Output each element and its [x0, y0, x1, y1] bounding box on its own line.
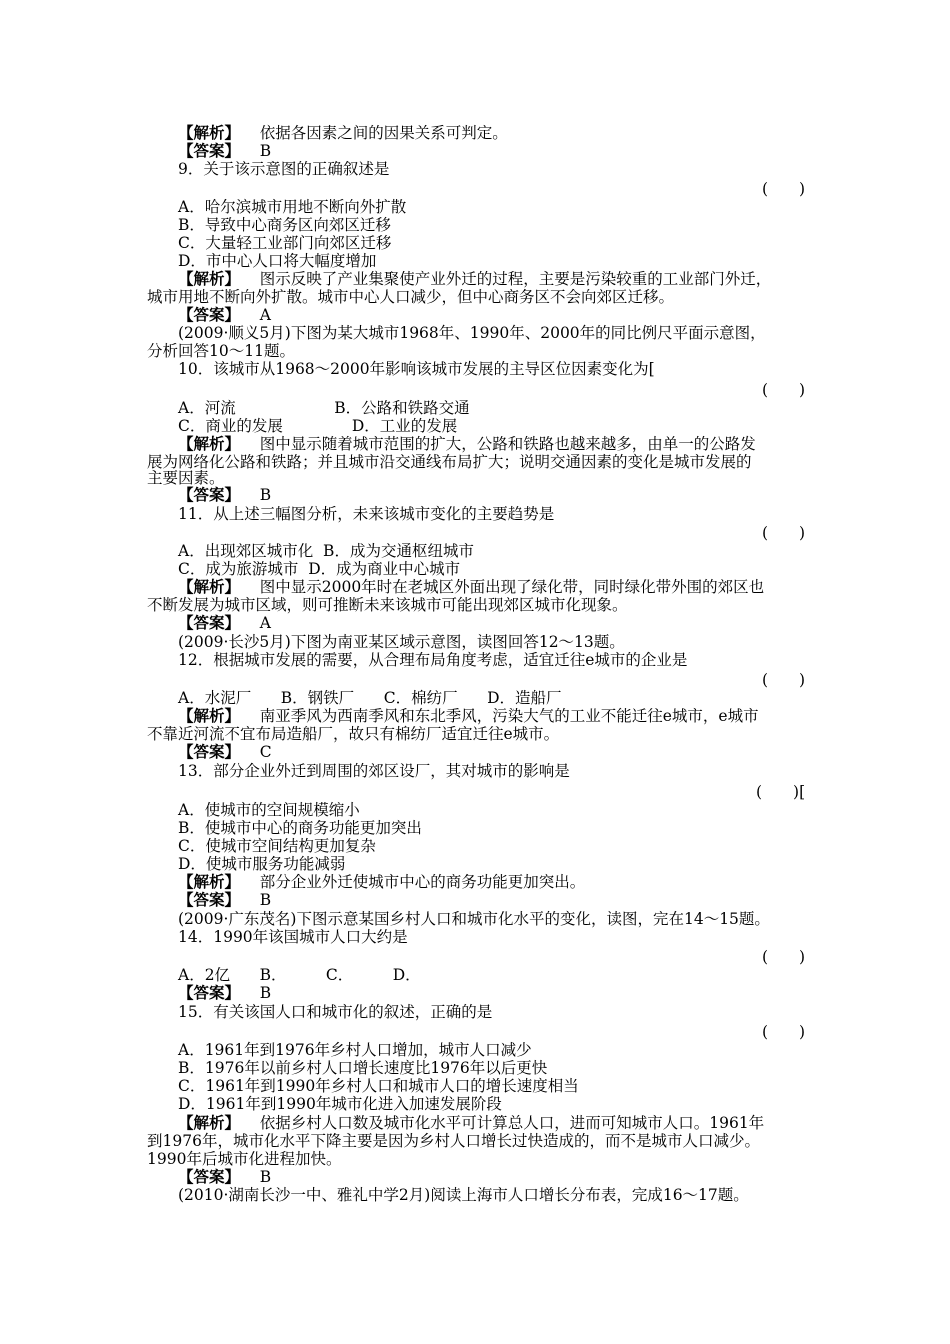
analysis-continued: 主要因素。 [147, 469, 225, 487]
option-c: C．1961年到1990年乡村人口和城市人口的增长速度相当 [178, 1077, 579, 1095]
option-b: B．使城市中心的商务功能更加突出 [178, 819, 422, 837]
option-a: A．使城市的空间规模缩小 [178, 801, 360, 819]
question-15: 15．有关该国人口和城市化的叙述，正确的是 [178, 1003, 493, 1021]
analysis-continued: 1990年后城市化进程加快。 [147, 1150, 342, 1168]
analysis-line: 【解析】 南亚季风为西南季风和东北季风，污染大气的工业不能迁往e城市，e城市 [178, 706, 759, 725]
analysis-continued: 城市用地不断向外扩散。城市中心人口减少，但中心商务区不会向郊区迁移。 [147, 288, 675, 306]
section-intro: (2010·湖南长沙一中、雅礼中学2月)阅读上海市人口增长分布表，完成16～17题。 [178, 1186, 749, 1204]
option-a: A．1961年到1976年乡村人口增加，城市人口减少 [178, 1041, 532, 1059]
options-ab: A．出现郊区城市化 B．成为交通枢纽城市 [178, 542, 474, 560]
analysis-continued: 不靠近河流不宜布局造船厂，故只有棉纺厂适宜迁往e城市。 [147, 725, 560, 743]
options-row: A．水泥厂 B．钢铁厂 C．棉纺厂 D．造船厂 [178, 689, 562, 707]
answer-line: 【答案】 B [178, 890, 272, 909]
section-intro-continued: 分析回答10～11题。 [147, 342, 295, 360]
option-b: B．1976年以前乡村人口增长速度比1976年以后更快 [178, 1059, 548, 1077]
option-b: B．导致中心商务区向郊区迁移 [178, 216, 391, 234]
analysis-line: 【解析】 图示反映了产业集聚使产业外迁的过程，主要是污染较重的工业部门外迁， [178, 269, 772, 288]
option-c: C．大量轻工业部门向郊区迁移 [178, 234, 392, 252]
options-cd: C．商业的发展 D．工业的发展 [178, 417, 458, 435]
option-a: A．哈尔滨城市用地不断向外扩散 [178, 198, 407, 216]
answer-bracket: ( ) [762, 948, 806, 966]
answer-line: 【答案】 B [178, 141, 272, 160]
option-c: C．使城市空间结构更加复杂 [178, 837, 376, 855]
question-10: 10．该城市从1968～2000年影响该城市发展的主导区位因素变化为[ [178, 360, 655, 378]
option-d: D．使城市服务功能减弱 [178, 855, 346, 873]
analysis-line: 【解析】 依据乡村人口数及城市化水平可计算总人口，进而可知城市人口。1961年 [178, 1113, 765, 1132]
analysis-continued: 不断发展为城市区域，则可推断未来该城市可能出现郊区城市化现象。 [147, 596, 628, 614]
section-intro: (2009·广东茂名)下图示意某国乡村人口和城市化水平的变化，读图，完在14～15题。 [178, 910, 770, 928]
question-13: 13．部分企业外迁到周围的郊区设厂，其对城市的影响是 [178, 762, 570, 780]
answer-bracket: ( ) [762, 180, 806, 198]
answer-bracket: ( ) [762, 671, 806, 689]
question-11: 11．从上述三幅图分析，未来该城市变化的主要趋势是 [178, 505, 555, 523]
options-ab: A．河流 B．公路和铁路交通 [178, 399, 470, 417]
section-intro: (2009·顺义5月)下图为某大城市1968年、1990年、2000年的同比例尺平面示意图， [178, 324, 766, 342]
answer-bracket: ( ) [762, 1023, 806, 1041]
analysis-continued: 到1976年，城市化水平下降主要是因为乡村人口增长过快造成的，而不是城市人口减少。 [147, 1132, 760, 1150]
answer-line: 【答案】 C [178, 742, 272, 761]
analysis-line: 【解析】 图中显示2000年时在老城区外面出现了绿化带，同时绿化带外围的郊区也 [178, 577, 765, 596]
analysis-line: 【解析】 依据各因素之间的因果关系可判定。 [178, 123, 508, 142]
answer-line: 【答案】 A [178, 305, 271, 324]
question-12: 12．根据城市发展的需要，从合理布局角度考虑，适宜迁往e城市的企业是 [178, 651, 688, 669]
option-d: D．市中心人口将大幅度增加 [178, 252, 377, 270]
answer-line: 【答案】 A [178, 613, 271, 632]
analysis-continued: 展为网络化公路和铁路；并且城市沿交通线布局扩大；说明交通因素的变化是城市发展的 [147, 453, 752, 471]
options-cd: C．成为旅游城市 D．成为商业中心城市 [178, 560, 461, 578]
section-intro: (2009·长沙5月)下图为南亚某区域示意图，读图回答12～13题。 [178, 633, 625, 651]
question-14: 14．1990年该国城市人口大约是 [178, 928, 408, 946]
options-row: A．2亿 B． C． D． [178, 966, 421, 984]
answer-line: 【答案】 B [178, 1167, 272, 1186]
question-9: 9．关于该示意图的正确叙述是 [178, 160, 390, 178]
option-d: D．1961年到1990年城市化进入加速发展阶段 [178, 1095, 502, 1113]
analysis-line: 【解析】 部分企业外迁使城市中心的商务功能更加突出。 [178, 872, 586, 891]
analysis-line: 【解析】 图中显示随着城市范围的扩大，公路和铁路也越来越多，由单一的公路发 [178, 434, 756, 453]
answer-bracket: ( ) [762, 524, 806, 542]
answer-bracket: ( )[ [756, 783, 806, 801]
answer-bracket: ( ) [762, 381, 806, 399]
answer-line: 【答案】 B [178, 983, 272, 1002]
answer-line: 【答案】 B [178, 485, 272, 504]
